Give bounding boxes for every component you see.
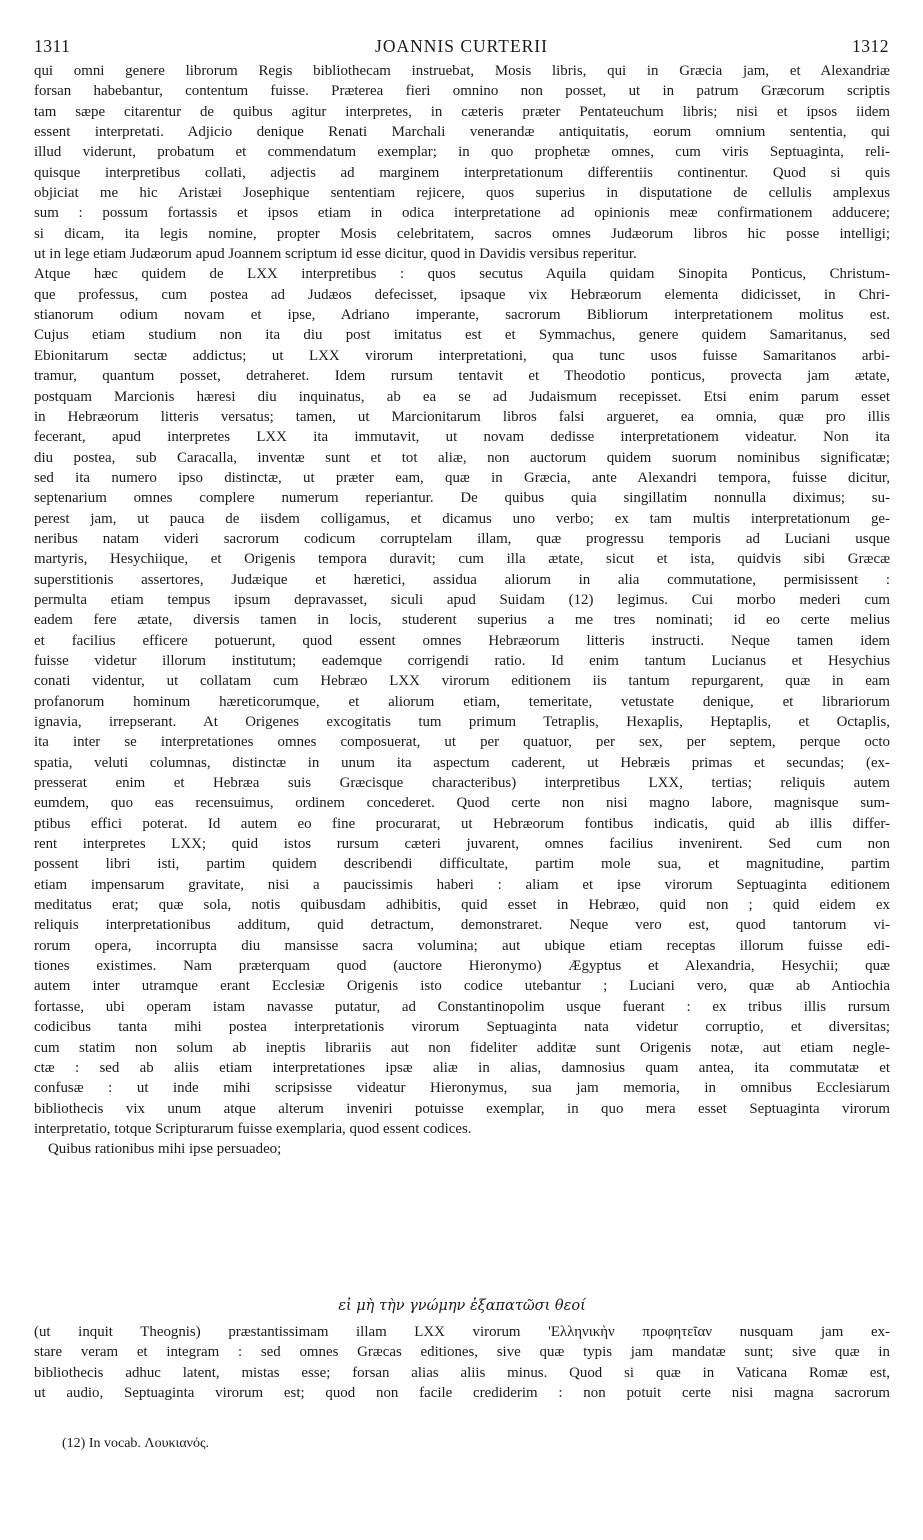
text-line: stianorum odium novam et ipse, Adriano imperante, sacrorum Bibliorum interpretationem molitus est.	[34, 307, 890, 324]
text-line: rorum opera, incorrupta diu mansisse sacra volumina; aut ubique etiam receptas illorum fuisse edi-	[34, 937, 890, 954]
text-line: si dicam, ita legis nomine, propter Mosis celebritatem, sacros omnes Judæorum libros hic posse intelligi;	[34, 225, 890, 242]
text-line: qui omni genere librorum Regis bibliothecam instruebat, Mosis libris, qui in Græcia jam, et Alexandriæ	[34, 63, 890, 79]
text-line: ita inter se interpretationes omnes composuerat, ut per quatuor, per sex, per septem, perque octo	[34, 734, 890, 751]
text-line: interpretatio, totque Scripturarum fuisse exemplaria, quod essent codices.	[34, 1120, 472, 1137]
text-line: autem inter utramque erant Ecclesiæ Origenis isto codice utebantur ; Luciani vero, quæ ab Antiochia	[34, 978, 890, 995]
text-line: perest jam, ut pauca de iisdem colligamus, et dicamus uno verbo; ex tam multis interpretationum ge-	[34, 510, 890, 527]
text-line: ignavia, irrepserant. At Origenes excogitatis tum primum Tetraplis, Hexaplis, Heptaplis, et Octaplis,	[34, 714, 890, 730]
text-line: confusæ : ut inde mihi scripsisse videatur Hieronymus, sua jam memoria, in omnibus Ecclesiarum	[34, 1080, 890, 1097]
running-header	[34, 36, 889, 62]
page-number-left: 1311	[34, 36, 71, 56]
footnote: (12) In vocab. Λουκιανός.	[62, 1436, 210, 1451]
text-line: illud viderunt, probatum et commendatum exemplar; in quo prophetæ omnes, cum viris Septuaginta, reli-	[34, 144, 890, 161]
text-line: codicibus tanta mihi postea interpretationis virorum Septuaginta nata videtur corruptio, et diversitas;	[34, 1019, 890, 1036]
text-line: Cujus etiam studium non ita diu post imitatus est et Symmachus, genere quidem Samaritanus, sed	[34, 327, 890, 344]
text-line: fuisse videtur illorum institutum; eademque corrigendi ratio. Id enim tantum Lucianus et Hesychius	[34, 652, 890, 669]
running-title: JOANNIS CURTERII	[375, 36, 548, 56]
greek-quotation: εἰ μὴ τὴν γνώμην ἐξαπατῶσι θεοί	[338, 1298, 586, 1314]
text-line: sum : possum fortassis et ipsos etiam in odica interpretatione ad opinionis meæ confirmationem adducere;	[34, 205, 890, 222]
text-line: postquam Marcionis hæresi diu inquinatus, ab ea se ad Judaismum recepisset. Etsi enim parum esset	[34, 388, 890, 405]
text-line: diu postea, sub Caracalla, inventæ sunt et tot aliæ, non auctorum quidem suorum nominibus significatæ;	[34, 449, 890, 466]
text-line: possent libri isti, partim quidem describendi difficultate, partim mole sua, et magnitudine, partim	[34, 856, 890, 873]
text-line: tam sæpe citarentur de quibus agitur interpretes, in cæteris præter Pentateuchum libris; nisi et ipsos iidem	[34, 103, 890, 120]
text-line: tramur, quantum posset, detraheret. Idem rursum tentavit et Theodotio ponticus, provecta jam ætate,	[34, 368, 890, 385]
text-line: objiciat me hic Aristæi Josephique sententiam rejicere, quos superius in disputatione de cellulis amplexus	[34, 185, 890, 202]
text-line: in Hebræorum litteris versatus; tamen, ut Marcionitarum libros falsi argueret, ea omnia, quæ pro illis	[34, 408, 890, 425]
text-line: septenarium omnes complere numerum reperiantur. De quibus quia singillatim nonnulla diximus; su-	[34, 490, 890, 507]
text-line: Ebionitarum sectæ addictus; ut LXX virorum interpretationi, qua tunc usos fuisse Samaritanos arbi-	[34, 347, 890, 364]
text-line: Quibus rationibus mihi ipse persuadeo;	[48, 1141, 282, 1158]
text-line: etiam impensarum gravitate, nisi a paucissimis haberi : aliam et ipse virorum Septuaginta editionem	[34, 876, 890, 893]
text-line: cum statim non solum ab ineptis librariis aut non fideliter additæ sunt Origenis notæ, aut etiam negle-	[34, 1039, 890, 1056]
text-line: que professus, cum postea ad Judæos defecisset, ipsaque vix Hebræorum elementa didicisset, in Chri-	[34, 286, 890, 303]
page-number-right: 1312	[852, 36, 889, 56]
text-line: ut audio, Septuaginta virorum est; quod non facile crediderim : non potuit certe nisi magna sacrorum	[34, 1385, 890, 1402]
text-line: essent interpretati. Adjicio denique Renati Marchali venerandæ antiquitatis, eorum omnium sententia, qui	[34, 124, 890, 141]
text-line: spatia, veluti columnas, distinctæ in unum ita aspectum caderent, ut Hebræis primas et secundas; (ex-	[34, 754, 890, 771]
text-line: fortasse, ubi operam istam navasse putatur, ad Constantinopolim usque fuerant : ex tribus illis rursum	[34, 998, 890, 1015]
text-line: sed ita numero ipso distinctæ, ut præter eam, quæ in Græcia, ante Alexandri tempora, fuisse dicitur,	[34, 469, 890, 486]
text-line: bibliothecis vix unum atque alterum inveniri potuisse exemplar, in quo mera esset Septuaginta virorum	[34, 1100, 890, 1117]
text-line: et facilius efficere potuerunt, quod essent omnes Hebræorum litteris instructi. Neque tamen idem	[34, 632, 890, 649]
closing-paragraph	[34, 1322, 890, 1403]
text-line: permulta etiam tempus ipsum depravasset, siculi apud Suidam (12) legimus. Cui morbo mederi cum	[34, 591, 890, 608]
text-line: Atque hæc quidem de LXX interpretibus : quos secutus Aquila quidam Sinopita Ponticus, Christum-	[34, 266, 890, 283]
text-line: quisque interpretibus collati, adjectis ad marginem interpretationum differentiis continentur. Quod si quis	[34, 164, 890, 181]
text-line: rent interpretes LXX; quid istos rursum cæteri juvarent, omnes facilius invenirent. Sed cum non	[34, 836, 890, 853]
text-line: reliquis interpretationibus additum, quid detractum, demonstraret. Neque vero est, quod tantorum vi-	[34, 917, 890, 934]
text-line: profanorum hominum hæreticorumque, et aliorum etiam, temeritate, vetustate denique, et librariorum	[34, 693, 890, 710]
text-line: ut in lege etiam Judæorum apud Joannem scriptum id esse dicitur, quod in Davidis versibus reperitur.	[34, 246, 637, 263]
text-line: fecerant, apud interpretes LXX ita immutavit, ut novam dedisse interpretationem videatur. Non ita	[34, 429, 890, 446]
text-line: tiones existimes. Nam præterquam quod (auctore Hieronymo) Ægyptus et Alexandria, Hesychii; quæ	[34, 958, 890, 975]
text-line: neribus natam videri sacrorum codicum corruptelam illam, quæ progressu temporis ad Luciani usque	[34, 530, 890, 547]
text-line: meditatus erat; quæ sola, notis quibusdam adhibitis, quid esset in Hebræo, quid non ; quid eidem ex	[34, 897, 890, 914]
text-line: forsan habebantur, contentum fuisse. Præterea fieri omnino non posset, ut in patrum Græcorum scriptis	[34, 83, 890, 100]
text-line: eadem fere ætate, diversis tamen in locis, studerent superius a me tres nominati; id eo certe melius	[34, 612, 890, 629]
text-line: ptibus effici poterat. Id autem eo fine procurarat, ut Hebræorum fontibus indicatis, quid ab illis differ-	[34, 815, 890, 832]
text-line: (ut inquit Theognis) præstantissimam illam LXX virorum 'Ελληνικὴν προφητεῖαν nusquam jam ex-	[34, 1324, 890, 1340]
text-line: conati videntur, ut collatam cum Hebræo LXX virorum editionem iis tantum repurgarent, quæ in eam	[34, 673, 890, 690]
text-line: superstitionis assertores, Judæique et hæretici, assidua aliorum in alia commutatione, permisissent :	[34, 571, 890, 588]
text-line: ctæ : sed ab aliis etiam interpretationes ipsæ aliæ in alias, damnosius quam antea, ita commutatæ et	[34, 1059, 890, 1076]
text-line: martyris, Hesychiique, et Origenis tempora duravit; cum illa ætate, sicut et ista, quidvis sibi Græcæ	[34, 551, 890, 568]
text-line: presserat enim et Hebræa suis Græcisque characteribus) interpretibus LXX, tertias; reliquis autem	[34, 775, 890, 792]
text-line: eumdem, quo eas recensuimus, ordinem concederet. Quod certe non nisi magno labore, magnisque sum-	[34, 795, 890, 812]
text-line: bibliothecis adhuc latent, mistas esse; forsan alias aliis minus. Quod si quæ in Vaticana Romæ est,	[34, 1364, 890, 1381]
text-line: stare veram et integram : sed omnes Græcas editiones, sive quæ typis jam mandatæ sunt; sive quæ in	[34, 1344, 890, 1361]
main-text	[34, 61, 890, 1160]
